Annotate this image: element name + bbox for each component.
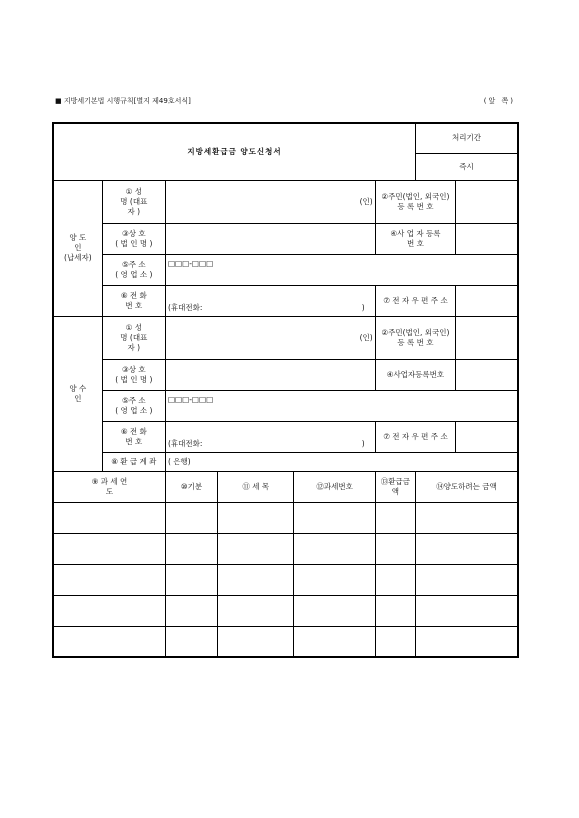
col-transfer-amount: ⑭양도하려는 금액 — [416, 471, 519, 502]
period-cell[interactable] — [165, 595, 217, 626]
transferee-mobile-label: (휴대전화: — [167, 438, 203, 448]
table-row — [53, 564, 518, 595]
tax-item-cell[interactable] — [218, 502, 294, 533]
transferee-postal-code: □□□-□□□ — [167, 394, 214, 404]
transferor-group-label: 양 도 인 (납세자) — [53, 180, 102, 316]
transfer-amount-cell[interactable] — [416, 564, 519, 595]
table-row — [53, 533, 518, 564]
page-side-indicator: (앞 쪽) — [483, 97, 515, 105]
transfer-amount-cell[interactable] — [416, 595, 519, 626]
transferee-group-label: 양 수 인 — [53, 316, 102, 471]
transferor-email-label: ⑦ 전 자 우 편 주 소 — [375, 285, 455, 316]
transferor-seal-mark: (인) — [359, 196, 373, 206]
transferee-address-label: ⑤주 소 ( 영 업 소 ) — [102, 390, 165, 421]
refund-bank-placeholder: ( 은행) — [167, 456, 191, 466]
period-cell[interactable] — [165, 533, 217, 564]
transferor-business-no-field[interactable] — [456, 223, 518, 254]
tax-item-cell[interactable] — [218, 595, 294, 626]
tax-year-cell[interactable] — [53, 626, 165, 657]
transferee-email-field[interactable] — [456, 421, 518, 452]
tax-item-cell[interactable] — [218, 564, 294, 595]
col-tax-item: ⑪ 세 목 — [218, 471, 294, 502]
table-row — [53, 502, 518, 533]
transfer-amount-cell[interactable] — [416, 626, 519, 657]
transfer-application-form — [52, 122, 519, 658]
transferee-name-label: ① 성 명 (대표 자 ) — [102, 316, 165, 359]
tax-number-cell[interactable] — [294, 595, 375, 626]
transferee-phone-field[interactable] — [165, 421, 375, 452]
transferee-mobile-close: ) — [361, 438, 365, 448]
processing-period-value: 즉시 — [416, 153, 519, 180]
transferee-business-no-field[interactable] — [456, 359, 518, 390]
transferee-id-label: ②주민(법인, 외국인) 등 록 번 호 — [375, 316, 455, 359]
refund-amount-cell[interactable] — [375, 533, 415, 564]
period-cell[interactable] — [165, 502, 217, 533]
transfer-amount-cell[interactable] — [416, 502, 519, 533]
transferor-mobile-label: (휴대전화: — [167, 302, 203, 312]
refund-amount-cell[interactable] — [375, 564, 415, 595]
tax-year-cell[interactable] — [53, 595, 165, 626]
transferee-name-field[interactable] — [165, 316, 375, 359]
tax-year-cell[interactable] — [53, 564, 165, 595]
transfer-amount-cell[interactable] — [416, 533, 519, 564]
table-row — [53, 626, 518, 657]
transferee-trade-name-label: ③상 호 ( 법 인 명 ) — [102, 359, 165, 390]
col-tax-number: ⑫과세번호 — [294, 471, 375, 502]
period-cell[interactable] — [165, 564, 217, 595]
transferor-id-field[interactable] — [456, 180, 518, 223]
transferee-business-no-label: ④사업자등록번호 — [375, 359, 455, 390]
tax-number-cell[interactable] — [294, 564, 375, 595]
tax-item-cell[interactable] — [218, 626, 294, 657]
transferor-email-field[interactable] — [456, 285, 518, 316]
col-tax-year: ⑨ 과 세 연 도 — [53, 471, 165, 502]
transferor-address-field[interactable] — [165, 254, 518, 285]
transferor-id-label: ②주민(법인, 외국인) 등 록 번 호 — [375, 180, 455, 223]
refund-amount-cell[interactable] — [375, 502, 415, 533]
transferee-trade-name-field[interactable] — [165, 359, 375, 390]
tax-year-cell[interactable] — [53, 502, 165, 533]
tax-number-cell[interactable] — [294, 626, 375, 657]
tax-item-cell[interactable] — [218, 533, 294, 564]
tax-number-cell[interactable] — [294, 502, 375, 533]
transferee-seal-mark: (인) — [359, 332, 373, 342]
transferor-phone-label: ⑥ 전 화 번 호 — [102, 285, 165, 316]
refund-amount-cell[interactable] — [375, 595, 415, 626]
refund-account-field[interactable] — [165, 452, 518, 471]
transferee-phone-label: ⑥ 전 화 번 호 — [102, 421, 165, 452]
form-title: 지방세환급금 양도신청서 — [53, 123, 416, 180]
transferor-trade-name-field[interactable] — [165, 223, 375, 254]
form-regulation-reference: ■ 지방세기본법 시행규칙[별지 제49호서식] — [55, 97, 191, 105]
transferee-id-field[interactable] — [456, 316, 518, 359]
transferor-postal-code: □□□-□□□ — [167, 258, 214, 268]
transferee-address-field[interactable] — [165, 390, 518, 421]
transferor-name-label: ① 성 명 (대표 자 ) — [102, 180, 165, 223]
transferor-address-label: ⑤주 소 ( 영 업 소 ) — [102, 254, 165, 285]
tax-number-cell[interactable] — [294, 533, 375, 564]
processing-period-label: 처리기간 — [416, 123, 519, 153]
period-cell[interactable] — [165, 626, 217, 657]
table-row — [53, 595, 518, 626]
transferor-business-no-label: ④사 업 자 등록 번 호 — [375, 223, 455, 254]
transferor-mobile-close: ) — [361, 302, 365, 312]
transferor-trade-name-label: ③상 호 ( 법 인 명 ) — [102, 223, 165, 254]
refund-amount-cell[interactable] — [375, 626, 415, 657]
refund-account-label: ⑧ 환 급 계 좌 — [102, 452, 165, 471]
tax-year-cell[interactable] — [53, 533, 165, 564]
col-period: ⑩기분 — [165, 471, 217, 502]
transferor-name-field[interactable] — [165, 180, 375, 223]
col-refund-amount: ⑬환급금액 — [375, 471, 415, 502]
transferor-phone-field[interactable] — [165, 285, 375, 316]
transferee-email-label: ⑦ 전 자 우 편 주 소 — [375, 421, 455, 452]
